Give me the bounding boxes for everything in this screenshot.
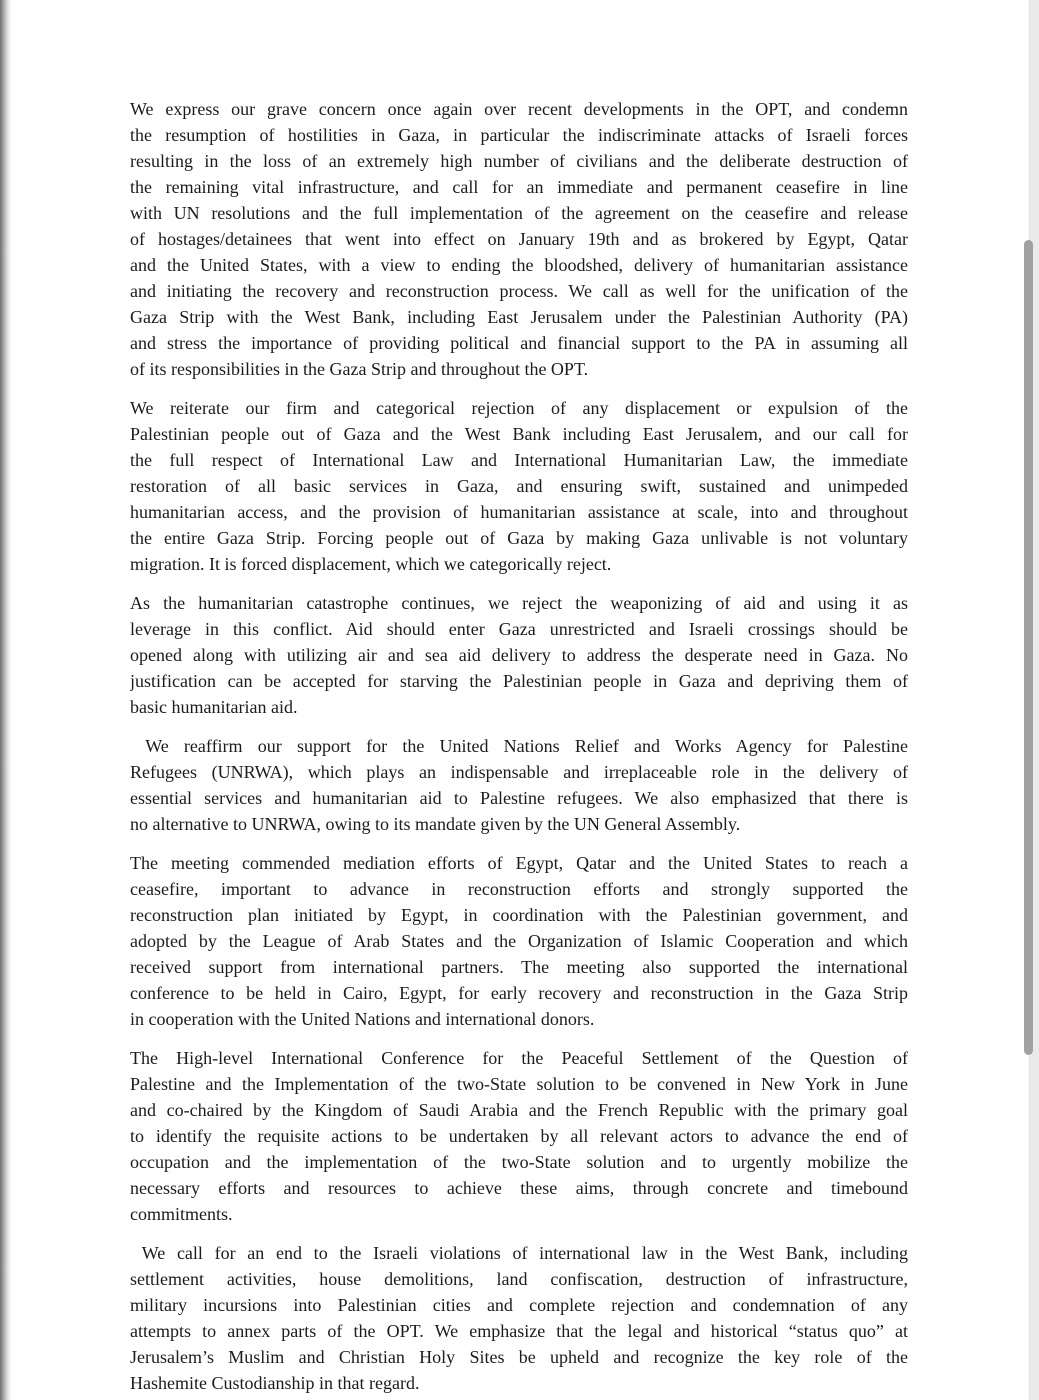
paragraph-6-line-5: occupation and the implementation of the two-State solution and to urgently mobilize the (130, 1152, 908, 1172)
paragraph-1-line-10: and stress the importance of providing political and financial support to the PA in assuming all (130, 333, 908, 353)
page-edge-shadow (0, 0, 12, 1400)
paragraph-3-line-5: basic humanitarian aid. (130, 697, 298, 717)
paragraph-4-line-1: We reaffirm our support for the United Nations Relief and Works Agency for Palestine (130, 736, 908, 756)
paragraph-2-line-5: humanitarian access, and the provision of humanitarian assistance at scale, into and throughout (130, 502, 908, 522)
paragraph-6-line-2: Palestine and the Implementation of the two-State solution to be convened in New York in June (130, 1074, 908, 1094)
paragraph-1-line-1: We express our grave concern once again over recent developments in the OPT, and condemn (130, 99, 908, 119)
paragraph-3-line-2: leverage in this conflict. Aid should enter Gaza unrestricted and Israeli crossings should be (130, 619, 908, 639)
paragraph-1-line-8: and initiating the recovery and reconstruction process. We call as well for the unification of the (130, 281, 908, 301)
paragraph-7-line-2: settlement activities, house demolitions, land confiscation, destruction of infrastructure, (130, 1269, 908, 1289)
document-content (130, 96, 908, 1400)
paragraph-6-line-7: commitments. (130, 1204, 233, 1224)
paragraph-5-line-6: conference to be held in Cairo, Egypt, for early recovery and reconstruction in the Gaza Strip (130, 983, 908, 1003)
paragraph-1-line-11: of its responsibilities in the Gaza Strip and throughout the OPT. (130, 359, 589, 379)
paragraph-5-line-3: reconstruction plan initiated by Egypt, in coordination with the Palestinian government, and (130, 905, 908, 925)
paragraph-7 (130, 1240, 908, 1396)
scrollbar-thumb[interactable] (1024, 240, 1033, 1055)
paragraph-2-line-2: Palestinian people out of Gaza and the West Bank including East Jerusalem, and our call for (130, 424, 908, 444)
paragraph-1-line-4: the remaining vital infrastructure, and call for an immediate and permanent ceasefire in line (130, 177, 908, 197)
paragraph-7-line-4: attempts to annex parts of the OPT. We emphasize that the legal and historical “status quo” at (130, 1321, 908, 1341)
paragraph-2-line-3: the full respect of International Law and International Humanitarian Law, the immediate (130, 450, 908, 470)
paragraph-1-line-7: and the United States, with a view to ending the bloodshed, delivery of humanitarian assistance (130, 255, 908, 275)
paragraph-5-line-7: in cooperation with the United Nations and international donors. (130, 1009, 595, 1029)
paragraph-7-line-5: Jerusalem’s Muslim and Christian Holy Sites be upheld and recognize the key role of the (130, 1347, 908, 1367)
paragraph-2-line-4: restoration of all basic services in Gaza, and ensuring swift, sustained and unimpeded (130, 476, 908, 496)
paragraph-4-line-4: no alternative to UNRWA, owing to its mandate given by the UN General Assembly. (130, 814, 741, 834)
paragraph-4-line-3: essential services and humanitarian aid to Palestine refugees. We also emphasized that there is (130, 788, 908, 808)
paragraph-5-line-4: adopted by the League of Arab States and the Organization of Islamic Cooperation and which (130, 931, 908, 951)
paragraph-1-line-6: of hostages/detainees that went into effect on January 19th and as brokered by Egypt, Qatar (130, 229, 908, 249)
paragraph-7-line-1: We call for an end to the Israeli violations of international law in the West Bank, including (130, 1243, 908, 1263)
paragraph-7-line-6: Hashemite Custodianship in that regard. (130, 1373, 420, 1393)
paragraph-2 (130, 395, 908, 577)
paragraph-3-line-1: As the humanitarian catastrophe continues, we reject the weaponizing of aid and using it as (130, 593, 908, 613)
paragraph-5-line-5: received support from international partners. The meeting also supported the international (130, 957, 908, 977)
paragraph-5-line-1: The meeting commended mediation efforts of Egypt, Qatar and the United States to reach a (130, 853, 908, 873)
paragraph-6-line-3: and co-chaired by the Kingdom of Saudi Arabia and the French Republic with the primary goal (130, 1100, 908, 1120)
paragraph-5-line-2: ceasefire, important to advance in reconstruction efforts and strongly supported the (130, 879, 908, 899)
paragraph-1-line-3: resulting in the loss of an extremely high number of civilians and the deliberate destruction of (130, 151, 908, 171)
paragraph-1-line-5: with UN resolutions and the full implementation of the agreement on the ceasefire and release (130, 203, 908, 223)
paragraph-5 (130, 850, 908, 1032)
paragraph-6-line-1: The High-level International Conference for the Peaceful Settlement of the Question of (130, 1048, 908, 1068)
paragraph-1-line-9: Gaza Strip with the West Bank, including East Jerusalem under the Palestinian Authority (PA) (130, 307, 908, 327)
paragraph-2-line-1: We reiterate our firm and categorical rejection of any displacement or expulsion of the (130, 398, 908, 418)
paragraph-2-line-7: migration. It is forced displacement, which we categorically reject. (130, 554, 612, 574)
paragraph-2-line-6: the entire Gaza Strip. Forcing people out of Gaza by making Gaza unlivable is not voluntary (130, 528, 908, 548)
paragraph-6-line-4: to identify the requisite actions to be undertaken by all relevant actors to advance the end of (130, 1126, 908, 1146)
paragraph-6-line-6: necessary efforts and resources to achieve these aims, through concrete and timebound (130, 1178, 908, 1198)
paragraph-1 (130, 96, 908, 382)
paragraph-4-line-2: Refugees (UNRWA), which plays an indispensable and irreplaceable role in the delivery of (130, 762, 908, 782)
paragraph-7-line-3: military incursions into Palestinian cities and complete rejection and condemnation of any (130, 1295, 908, 1315)
paragraph-6 (130, 1045, 908, 1227)
paragraph-3 (130, 590, 908, 720)
paragraph-3-line-4: justification can be accepted for starving the Palestinian people in Gaza and depriving them of (130, 671, 908, 691)
paragraph-4 (130, 733, 908, 837)
paragraph-1-line-2: the resumption of hostilities in Gaza, in particular the indiscriminate attacks of Israeli forces (130, 125, 908, 145)
paragraph-3-line-3: opened along with utilizing air and sea aid delivery to address the desperate need in Gaza. No (130, 645, 908, 665)
